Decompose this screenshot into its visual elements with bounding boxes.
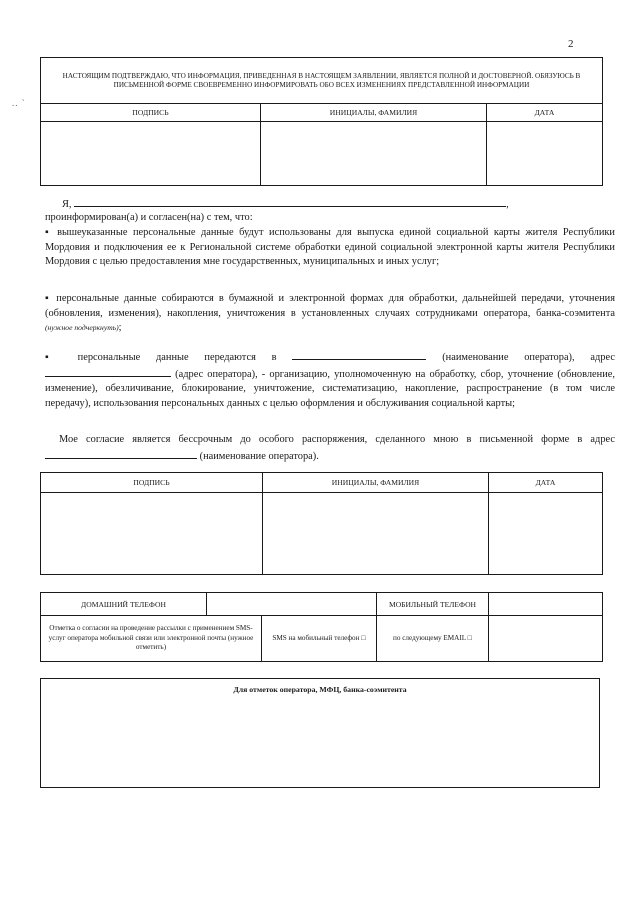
operator-notes-title: Для отметок оператора, МФЦ, банка-соэмитента: [233, 685, 407, 694]
confirm-date-field[interactable]: [487, 122, 603, 186]
operator-notes-box[interactable]: [40, 678, 600, 788]
perpetual-line: Мое согласие является бессрочным до особого распоряжения, сделанного мною в письменной форме в: [59, 434, 583, 445]
perpetual-addr: адрес: [590, 434, 615, 445]
home-phone-field[interactable]: [207, 593, 377, 616]
bullet-transfer-operator: (наименование оператора), адрес: [442, 352, 615, 363]
mobile-phone-field[interactable]: [489, 593, 603, 616]
underline-note: (нужное подчеркнуть): [45, 323, 119, 333]
confirm-col-signature: ПОДПИСЬ: [41, 104, 261, 122]
confirm-table: [40, 57, 603, 186]
bullet-transfer-start: ▪ персональные данные передаются в: [45, 352, 277, 363]
sms-checkbox[interactable]: □: [361, 633, 366, 642]
i-line-end: ,: [506, 199, 509, 210]
confirm-col-date: ДАТА: [487, 104, 603, 122]
bullet-collection-text: ▪ персональные данные собираются в бумажной и электронной формах для обработки, дальнейшей передачи, уточнения (обновления, изменения), накопления, уничтожения в установленных случаях сотрудниками оператора, банка-соэмитента: [45, 293, 615, 319]
email-option-label: по следующему EMAIL: [392, 633, 466, 642]
bullet-collection-end: ;: [118, 322, 122, 334]
email-field[interactable]: [489, 616, 603, 662]
email-option[interactable]: [377, 616, 489, 662]
signature-table: [40, 472, 603, 575]
bullet-transfer: [45, 349, 615, 411]
i-label: Я,: [62, 199, 72, 210]
name-field[interactable]: [263, 493, 489, 575]
sms-option-label: SMS на мобильный телефон: [272, 633, 360, 642]
sms-consent-label: Отметка о согласии на проведение рассылки с применением SMS-услуг оператора мобильной связи или электронной почты (нужное отметить): [41, 616, 262, 662]
confirm-name-field[interactable]: [261, 122, 487, 186]
margin-mark: .. `: [12, 98, 26, 108]
bullet-card-purpose: ▪ вышеуказанные персональные данные будут использованы для выпуска единой социальной карты жителя Республики Мордовия и подключения ее к Региональной системе обработки единой социальной электронной карты жителя Республики Мордовия с целью предоставления мне государственных, муниципальных и иных услуг;: [45, 227, 615, 268]
confirm-signature-field[interactable]: [41, 122, 261, 186]
bullet-collection: [45, 292, 615, 336]
signature-col-name: ИНИЦИАЛЫ, ФАМИЛИЯ: [263, 473, 489, 493]
informed-line: проинформирован(а) и согласен(на) с тем, что:: [45, 212, 253, 223]
page-number: 2: [568, 38, 574, 50]
confirm-statement: НАСТОЯЩИМ ПОДТВЕРЖДАЮ, ЧТО ИНФОРМАЦИЯ, ПРИВЕДЕННАЯ В НАСТОЯЩЕМ ЗАЯВЛЕНИИ, ЯВЛЯЕТСЯ ПОЛНОЙ И ДОСТОВЕРНОЙ. ОБЯЗУЮСЬ В ПИСЬМЕННОЙ ФОРМЕ СВОЕВРЕМЕННО ИНФОРМИРОВАТЬ ОБО ВСЕХ ИЗМЕНЕНИЯХ ПРЕДСТАВЛЕННОЙ ИНФОРМАЦИИ: [41, 58, 603, 104]
confirm-col-name: ИНИЦИАЛЫ, ФАМИЛИЯ: [261, 104, 487, 122]
operator-address-blank[interactable]: [45, 366, 171, 377]
signature-col-signature: ПОДПИСЬ: [41, 473, 263, 493]
signature-field[interactable]: [41, 493, 263, 575]
perpetual-operator-blank[interactable]: [45, 448, 197, 459]
operator-name-blank[interactable]: [292, 349, 426, 360]
sms-option[interactable]: [262, 616, 377, 662]
email-checkbox[interactable]: □: [467, 633, 473, 642]
bullet-transfer-address: (адрес оператора), - организацию, уполномоченную на обработку, сбор, уточнение (обновление, изменение), обезличивание, блокирование, уничтожение, систематизацию, накопление, распространение (в том числе передачу), использования персональных данных с целью оформления и обслуживания социальной карты;: [45, 368, 615, 409]
perpetual-consent: [45, 433, 615, 464]
full-name-blank[interactable]: [74, 196, 506, 207]
home-phone-label: ДОМАШНИЙ ТЕЛЕФОН: [41, 593, 207, 616]
mobile-phone-label: МОБИЛЬНЫЙ ТЕЛЕФОН: [377, 593, 489, 616]
perpetual-end: (наименование оператора).: [199, 450, 319, 462]
contact-table: [40, 592, 603, 662]
date-field[interactable]: [489, 493, 603, 575]
signature-col-date: ДАТА: [489, 473, 603, 493]
